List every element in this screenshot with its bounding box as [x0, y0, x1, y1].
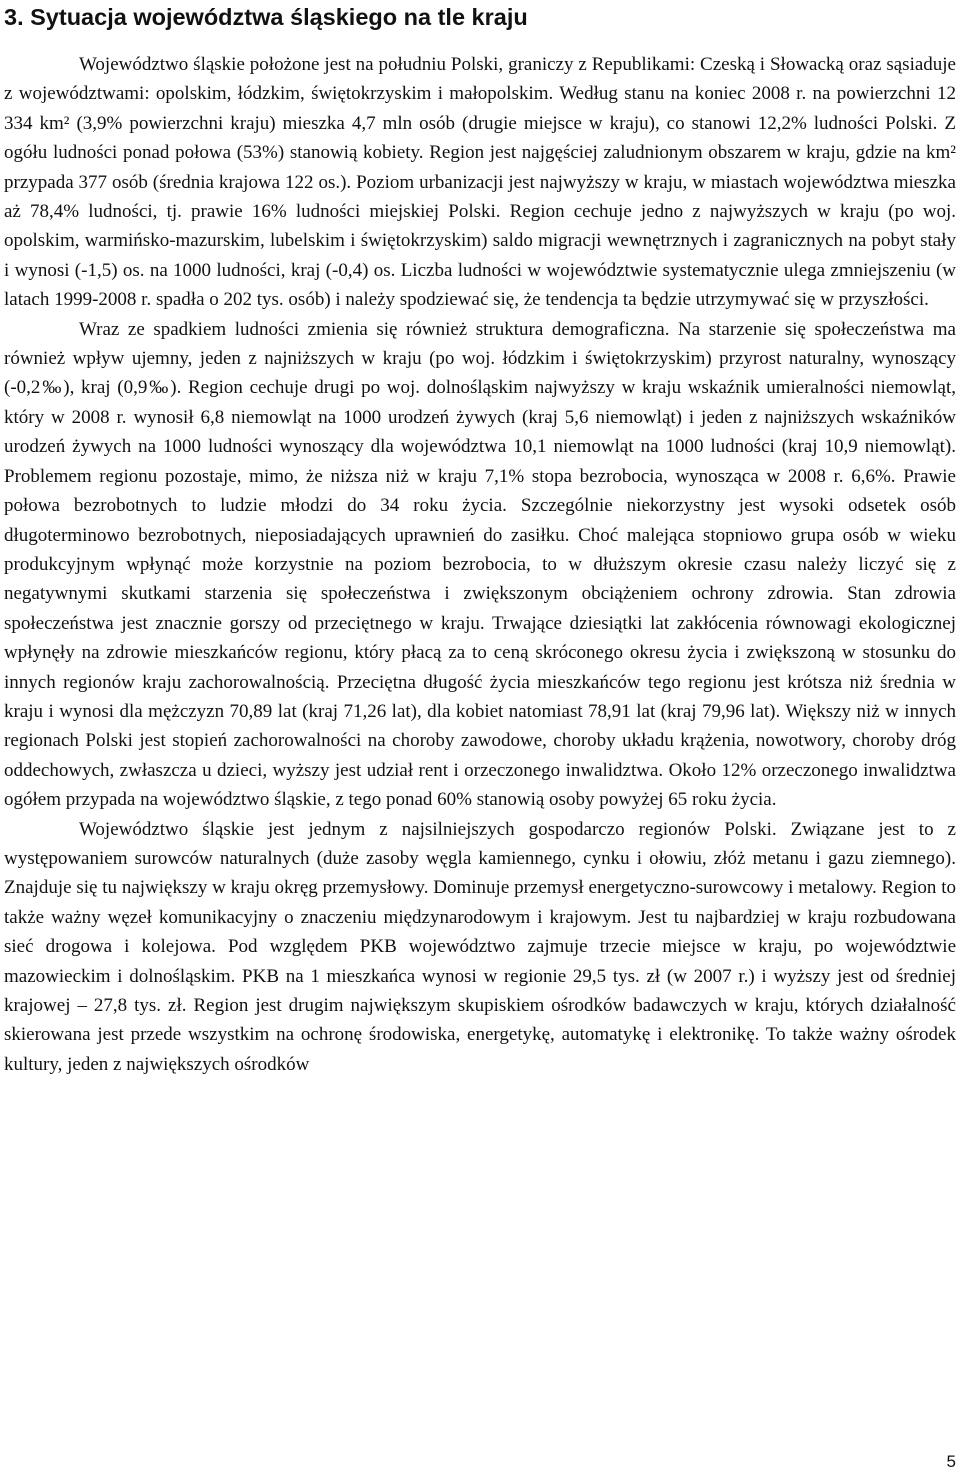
document-page — [4, 0, 956, 1472]
section-heading: 3. Sytuacja województwa śląskiego na tle kraju — [4, 4, 528, 30]
paragraph-demographics-health: Wraz ze spadkiem ludności zmienia się również struktura demograficzna. Na starzenie się społeczeństwa ma również wpływ ujemny, jeden z najniższych w kraju (po woj. łódzkim i świętokrzyskim) przyrost naturalny, wynoszący (-0,2‰), kraj (0,9‰). Region cechuje drugi po woj. dolnośląskim najwyższy w kraju wskaźnik umieralności niemowląt, który w 2008 r. wynosił 6,8 niemowląt na 1000 urodzeń żywych (kraj 5,6 niemowląt) i jeden z najniższych wskaźników urodzeń żywych na 1000 ludności wynoszący dla województwa 10,1 niemowląt na 1000 ludności (kraj 10,9 niemowląt). Problemem regionu pozostaje, mimo, że niższa niż w kraju 7,1% stopa bezrobocia, wynosząca w 2008 r. 6,6%. Prawie połowa bezrobotnych to ludzie młodzi do 34 roku życia. Szczególnie niekorzystny jest wysoki odsetek osób długoterminowo bezrobotnych, nieposiadających uprawnień do zasiłku. Choć malejąca stopniowo grupa osób w wieku produkcyjnym wpłynąć może korzystnie na poziom bezrobocia, to w dłuższym okresie czasu należy liczyć się z negatywnymi skutkami starzenia się społeczeństwa i zwiększonym obciążeniem ochrony zdrowia. Stan zdrowia społeczeństwa jest znacznie gorszy od przeciętnego w kraju. Trwające dziesiątki lat zakłócenia równowagi ekologicznej wpłynęły na zdrowie mieszkańców regionu, który płacą za to ceną skróconego okresu życia i zwiększoną w stosunku do innych regionów kraju zachorowalnością. Przeciętna długość życia mieszkańców tego regionu jest krótsza niż średnia w kraju i wynosi dla mężczyzn 70,89 lat (kraj 71,26 lat), dla kobiet natomiast 78,91 lat (kraj 79,96 lat). Większy niż w innych regionach Polski jest stopień zachorowalności na choroby zawodowe, choroby układu krążenia, nowotwory, choroby dróg oddechowych, zwłaszcza u dzieci, wyższy jest udział rent i orzeczonego inwalidztwa. Około 12% orzeczonego inwalidztwa ogółem przypada na województwo śląskie, z tego ponad 60% stanowią osoby powyżej 65 roku życia. — [4, 318, 956, 811]
paragraph-location-population: Województwo śląskie położone jest na południu Polski, graniczy z Republikami: Czeską i Słowacką oraz sąsiaduje z województwami: opolskim, łódzkim, świętokrzyskim i małopolskim. Według stanu na koniec 2008 r. na powierzchni 12 334 km² (3,9% powierzchni kraju) mieszka 4,7 mln osób (drugie miejsce w kraju), co stanowi 12,2% ludności Polski. Z ogółu ludności ponad połowa (53%) stanowią kobiety. Region jest najgęściej zaludnionym obszarem w kraju, gdzie na km² przypada 377 osób (średnia krajowa 122 os.). Poziom urbanizacji jest najwyższy w kraju, w miastach województwa mieszka aż 78,4% ludności, tj. prawie 16% ludności miejskiej Polski. Region cechuje jedno z najwyższych w kraju (po woj. opolskim, warmińsko-mazurskim, lubelskim i świętokrzyskim) saldo migracji wewnętrznych i zagranicznych na pobyt stały i wynosi (-1,5) os. na 1000 ludności, kraj (-0,4) os. Liczba ludności w województwie systematycznie ulega zmniejszeniu (w latach 1999-2008 r. spadła o 202 tys. osób) i należy spodziewać się, że tendencja ta będzie utrzymywać się w przyszłości. — [4, 54, 956, 311]
paragraph-economy: Województwo śląskie jest jednym z najsilniejszych gospodarczo regionów Polski. Związane jest to z występowaniem surowców naturalnych (duże zasoby węgla kamiennego, cynku i ołowiu, złóż metanu i gazu ziemnego). Znajduje się tu największy w kraju okręg przemysłowy. Dominuje przemysł energetyczno-surowcowy i metalowy. Region to także ważny węzeł komunikacyjny o znaczeniu międzynarodowym i krajowym. Jest tu najbardziej w kraju rozbudowana sieć drogowa i kolejowa. Pod względem PKB województwo zajmuje trzecie miejsce w kraju, po województwie mazowieckim i dolnośląskim. PKB na 1 mieszkańca wynosi w regionie 29,5 tys. zł (w 2007 r.) i wyższy jest od średniej krajowej – 27,8 tys. zł. Region jest drugim największym skupiskiem ośrodków badawczych w kraju, których działalność skierowana jest przede wszystkim na ochronę środowiska, energetykę, automatykę i elektronikę. To także ważny ośrodek kultury, jeden z największych ośrodków — [4, 818, 956, 1075]
page-number: 5 — [946, 1452, 956, 1471]
